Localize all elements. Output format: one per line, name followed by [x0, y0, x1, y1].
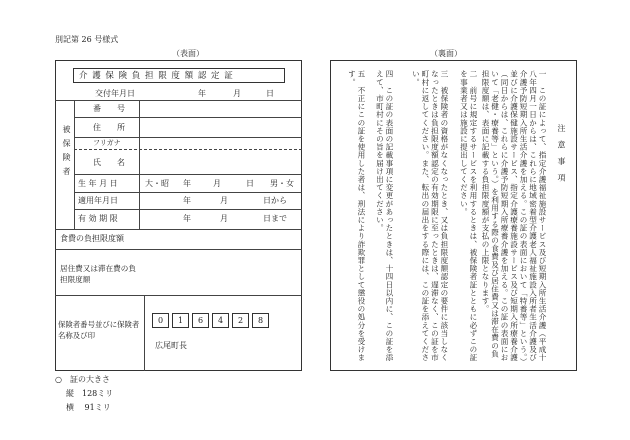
card-size-height: 縦 128ミリ [66, 389, 114, 398]
expiry-date-month: 月 [220, 214, 228, 223]
issue-date-day: 日 [266, 89, 274, 98]
col-line [139, 100, 140, 229]
insurer-digit: 8 [252, 313, 269, 328]
row-line [55, 229, 302, 230]
applicable-date-suffix: 日から [263, 196, 287, 205]
note-item-5: 五 不正にこの証を使用した者は、刑法により詐欺罪として懲役の処分を受けます。 [347, 70, 366, 362]
expiry-date-year: 年 [183, 214, 191, 223]
issue-date-label: 交付年月日 [95, 89, 135, 98]
row-line [74, 137, 302, 138]
insurer-digit: 2 [232, 313, 249, 328]
expiry-date-suffix: 日まで [263, 214, 287, 223]
issue-date-month: 月 [233, 89, 241, 98]
gender: 男・女 [270, 179, 294, 188]
row-line [55, 100, 302, 101]
row-line [55, 249, 302, 250]
notes-title: 注 意 事 項 [557, 124, 566, 185]
col-line [144, 295, 145, 371]
row-line [55, 295, 302, 296]
note-item-3: 三 被保険者の資格がなくなったとき、又は負担限度額認定の要件に該当しなくなったときは負担限度額認定の有効期限に至ったときは、遅滞なく、この証を市町村に返してください。また、転出の届出をする際には、この証を添えてください。 [411, 70, 449, 362]
birth-month: 月 [213, 179, 221, 188]
col-line [74, 100, 75, 229]
insured-address-label: 住 所 [93, 123, 125, 132]
note-item-4: 四 この証の表面の記載事項に変更があったときは、十四日以内に、この証を添えて、市町村にその旨を届け出てください。 [375, 70, 394, 362]
insurer-digit: 6 [192, 313, 209, 328]
issue-date-year: 年 [198, 89, 206, 98]
note-item-2: 二 前号に規定するサービスを利用するときは、被保険者証とともに必ずこの証を事業者又は施設に提出してください。 [459, 70, 478, 362]
card-size-title: ○ 証の大きさ [55, 375, 110, 384]
row-line [74, 149, 302, 150]
back-label: （裏面） [430, 49, 462, 58]
insured-furigana-label: フリガナ [93, 139, 121, 147]
card-size-width: 横 91ミリ [66, 403, 111, 412]
row-line [74, 117, 302, 118]
insurer-digit: 0 [152, 313, 169, 328]
row-line [74, 192, 302, 193]
birth-date-label: 生 年 月 日 [78, 179, 118, 188]
insurer-name: 広尾町長 [155, 341, 187, 350]
insurer-digit: 1 [172, 313, 189, 328]
row-line [74, 209, 302, 210]
insured-name-label: 氏 名 [93, 158, 125, 167]
applicable-date-year: 年 [183, 196, 191, 205]
birth-year: 年 [183, 179, 191, 188]
applicable-date-label: 適用年月日 [78, 196, 118, 205]
note-item-1: 一 この証によって、指定介護福祉施設サービス及び短期入所生活介護（平成十八年四月一日からは、これらに地域密着型介護老人福祉施設入所者生活介護及び介護予防短期入所生活介護を加える。この証の表面において「特養等」という。）並びに介護保健施設サービス、指定介護療養施設サービス及び短期入所療養介護（同日からは、これらに介護予防短期入所療養介護を加える。この証の表面において「老健・療養等」という。）を利用する際の食費及び居住費又は滞在費の負担限度額は、表面に記載する負担限度額が支払の上限となります。 [481, 70, 547, 363]
birth-day: 日 [246, 179, 254, 188]
front-label: （表面） [172, 49, 204, 58]
applicable-date-month: 月 [220, 196, 228, 205]
birth-era: 大・昭 [145, 179, 169, 188]
insurer-digit: 4 [212, 313, 229, 328]
row-line [74, 174, 302, 175]
insured-section-label: 被保険者 [62, 125, 71, 181]
insured-number-label: 番 号 [93, 104, 125, 113]
residence-cost-label: 居住費又は滞在費の負担限度額 [60, 264, 136, 284]
card-title: 介 護 保 険 負 担 限 度 額 認 定 証 [79, 71, 234, 81]
form-number: 別記第 26 号様式 [55, 35, 119, 44]
expiry-date-label: 有 効 期 限 [78, 214, 118, 223]
insurer-label: 保険者番号並びに保険者名称及び印 [58, 320, 140, 340]
food-cost-label: 食費の負担限度額 [60, 234, 124, 243]
